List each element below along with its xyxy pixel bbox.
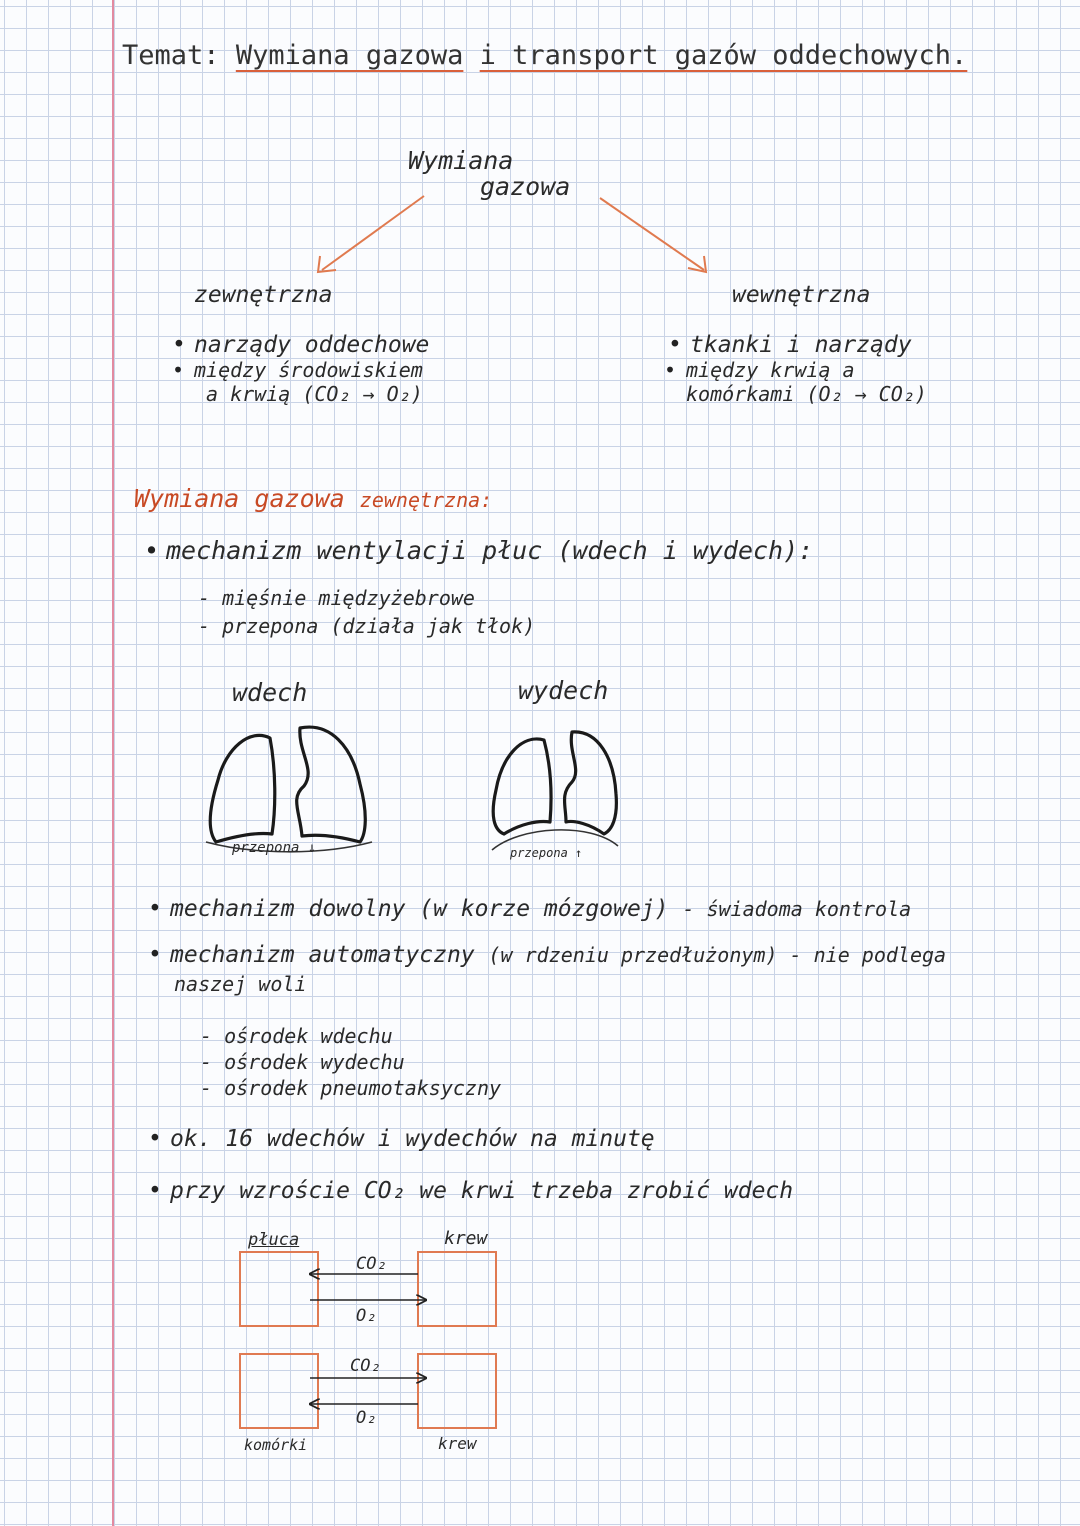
voluntary-word: mechanizm <box>170 896 295 922</box>
title-part2: i transport gazów oddechowych. <box>479 40 968 71</box>
section-heading-part2: zewnętrzna: <box>359 488 493 512</box>
automatic-desc-cont: naszej woli <box>174 972 307 996</box>
exchange-top-o2: O₂ <box>356 1306 377 1326</box>
voluntary-note: - świadoma kontrola <box>682 897 912 921</box>
exchange-blood-box-bottom <box>418 1354 496 1428</box>
tree-right-item-1: • tkanki i narządy <box>690 332 912 358</box>
exhale-diaphragm-label: przepona ↑ <box>510 846 583 860</box>
voluntary-desc: dowolny (w korze mózgowej) <box>308 896 669 922</box>
inhale-label: wdech <box>232 678 308 707</box>
sub-intercostal-muscles: - mięśnie międzyżebrowe <box>198 586 475 610</box>
bullet-breath-rate: • ok. 16 wdechów i wydechów na minutę <box>170 1126 655 1152</box>
automatic-word: mechanizm <box>170 942 295 968</box>
exchange-bottom-o2: O₂ <box>356 1408 377 1428</box>
automatic-type: automatyczny <box>308 942 475 968</box>
tree-left-item-2: • między środowiskiem <box>194 358 423 382</box>
tree-right-label: wewnętrzna <box>732 282 871 308</box>
tree-root-line1: Wymiana <box>408 146 514 175</box>
exchange-blood-box-top <box>418 1252 496 1326</box>
exchange-blood-label-top: krew <box>444 1228 488 1249</box>
exchange-cells-box <box>240 1354 318 1428</box>
bullet-ventilation: • mechanizm wentylacji płuc (wdech i wydech): <box>166 536 813 565</box>
exhale-label: wydech <box>518 676 609 705</box>
sub-diaphragm: - przepona (działa jak tłok) <box>198 614 536 638</box>
title-prefix: Temat: <box>122 40 220 71</box>
exchange-cells-label: komórki <box>244 1436 308 1454</box>
tree-left-label: zewnętrzna <box>194 282 333 308</box>
exchange-top-co2: CO₂ <box>356 1254 387 1274</box>
exchange-bottom-co2: CO₂ <box>350 1356 381 1376</box>
exchange-lungs-label: płuca <box>248 1230 300 1250</box>
center-exhale: - ośrodek wydechu <box>200 1050 405 1074</box>
bullet-co2-rise: • przy wzroście CO₂ we krwi trzeba zrobić wdech <box>170 1178 793 1204</box>
exchange-blood-label-bottom: krew <box>438 1434 477 1453</box>
tree-right-item-3: komórkami (O₂ → CO₂) <box>686 382 927 406</box>
tree-right-item-2: • między krwią a <box>686 358 855 382</box>
center-pneumotaxic: - ośrodek pneumotaksyczny <box>200 1076 502 1100</box>
tree-left-item-1: • narządy oddechowe <box>194 332 429 358</box>
tree-left-item-3: a krwią (CO₂ → O₂) <box>206 382 423 406</box>
automatic-desc: (w rdzeniu przedłużonym) - nie podlega <box>488 943 947 967</box>
inhale-diaphragm-label: przepona ↓ <box>232 840 317 856</box>
tree-root-line2: gazowa <box>480 172 571 201</box>
section-heading-part1: Wymiana gazowa <box>134 484 345 513</box>
exchange-lungs-box <box>240 1252 318 1326</box>
title-part1: Wymiana gazowa <box>235 40 464 71</box>
center-inhale: - ośrodek wdechu <box>200 1024 393 1048</box>
